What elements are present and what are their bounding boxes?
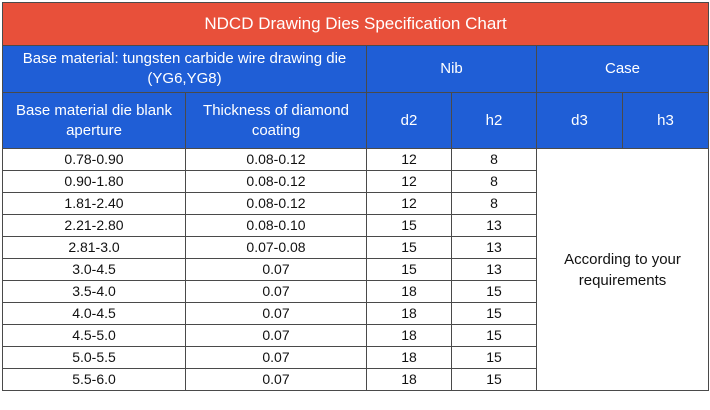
coating-cell: 0.07 xyxy=(186,259,367,281)
aperture-cell: 5.0-5.5 xyxy=(3,347,186,369)
coating-header: Thickness of diamond coating xyxy=(186,93,367,149)
d2-cell: 18 xyxy=(367,325,452,347)
title-row xyxy=(3,3,709,46)
spec-chart xyxy=(2,2,708,406)
coating-cell: 0.07-0.08 xyxy=(186,237,367,259)
h3-header: h3 xyxy=(623,93,709,149)
d2-cell: 12 xyxy=(367,171,452,193)
h2-cell: 13 xyxy=(452,259,537,281)
coating-cell: 0.08-0.12 xyxy=(186,193,367,215)
h2-cell: 15 xyxy=(452,325,537,347)
d2-cell: 18 xyxy=(367,303,452,325)
d2-cell: 18 xyxy=(367,281,452,303)
aperture-header: Base material die blank aperture xyxy=(3,93,186,149)
header-row-1 xyxy=(3,46,709,93)
coating-cell: 0.08-0.10 xyxy=(186,215,367,237)
h2-cell: 15 xyxy=(452,369,537,391)
h2-cell: 8 xyxy=(452,193,537,215)
header-row-2 xyxy=(3,93,709,149)
aperture-cell: 3.0-4.5 xyxy=(3,259,186,281)
h2-cell: 15 xyxy=(452,281,537,303)
aperture-cell: 2.21-2.80 xyxy=(3,215,186,237)
d2-header: d2 xyxy=(367,93,452,149)
d3-header: d3 xyxy=(537,93,623,149)
aperture-cell: 4.5-5.0 xyxy=(3,325,186,347)
aperture-cell: 2.81-3.0 xyxy=(3,237,186,259)
case-note: According to your requirements xyxy=(537,149,709,391)
h2-cell: 15 xyxy=(452,303,537,325)
h2-cell: 13 xyxy=(452,237,537,259)
coating-cell: 0.08-0.12 xyxy=(186,171,367,193)
spec-table-body xyxy=(3,149,709,391)
d2-cell: 18 xyxy=(367,347,452,369)
h2-cell: 8 xyxy=(452,171,537,193)
h2-cell: 13 xyxy=(452,215,537,237)
aperture-cell: 3.5-4.0 xyxy=(3,281,186,303)
aperture-cell: 5.5-6.0 xyxy=(3,369,186,391)
aperture-cell: 4.0-4.5 xyxy=(3,303,186,325)
d2-cell: 15 xyxy=(367,215,452,237)
d2-cell: 18 xyxy=(367,369,452,391)
h2-cell: 15 xyxy=(452,347,537,369)
h2-cell: 8 xyxy=(452,149,537,171)
coating-cell: 0.07 xyxy=(186,369,367,391)
coating-cell: 0.07 xyxy=(186,347,367,369)
spec-table xyxy=(2,2,709,391)
aperture-cell: 0.90-1.80 xyxy=(3,171,186,193)
coating-cell: 0.08-0.12 xyxy=(186,149,367,171)
d2-cell: 12 xyxy=(367,149,452,171)
d2-cell: 12 xyxy=(367,193,452,215)
aperture-cell: 0.78-0.90 xyxy=(3,149,186,171)
base-material-header: Base material: tungsten carbide wire drawing die (YG6,YG8) xyxy=(3,46,367,93)
coating-cell: 0.07 xyxy=(186,281,367,303)
d2-cell: 15 xyxy=(367,237,452,259)
chart-title: NDCD Drawing Dies Specification Chart xyxy=(3,3,709,46)
h2-header: h2 xyxy=(452,93,537,149)
case-header: Case xyxy=(537,46,709,93)
aperture-cell: 1.81-2.40 xyxy=(3,193,186,215)
d2-cell: 15 xyxy=(367,259,452,281)
coating-cell: 0.07 xyxy=(186,325,367,347)
nib-header: Nib xyxy=(367,46,537,93)
coating-cell: 0.07 xyxy=(186,303,367,325)
table-row xyxy=(3,149,709,171)
